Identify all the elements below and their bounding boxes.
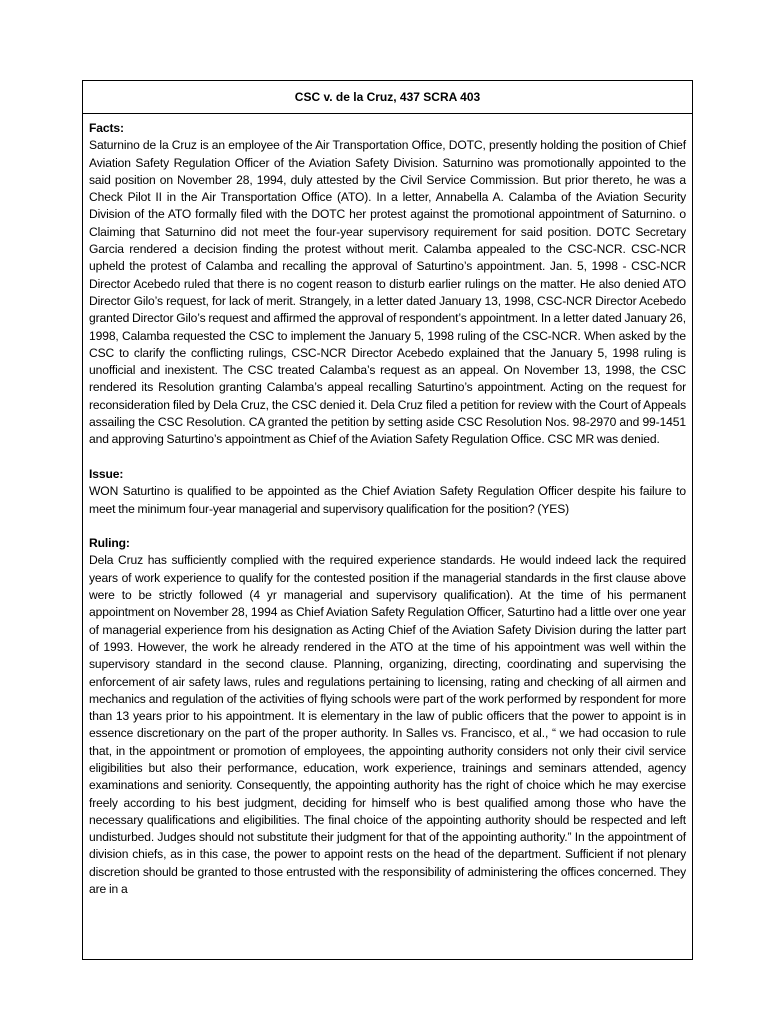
issue-heading: Issue: <box>89 466 124 481</box>
facts-body: Saturnino de la Cruz is an employee of the Air Transportation Office, DOTC, presently holding the position of Chief Aviation Safety Regulation Officer of the Aviation Safety Division. Saturnino was promotionally appointed to the said position on November 28, 1994, duly attested by the Civil Service Commission. But prior thereto, he was a Check Pilot II in the Air Transportation Office (ATO). In a letter, Annabella A. Calamba of the Aviation Security Division of the ATO formally filed with the DOTC her protest against the promotional appointment of Saturnino. o Claiming that Saturnino did not meet the four-year supervisory requirement for said position. DOTC Secretary Garcia rendered a decision finding the protest without merit. Calamba appealed to the CSC-NCR. CSC-NCR upheld the protest of Calamba and recalling the approval of Saturtino’s appointment. Jan. 5, 1998 - CSC-NCR Director Acebedo ruled that there is no cogent reason to disturb earlier rulings on the matter. He also denied ATO Director Gilo’s request, for lack of merit. Strangely, in a letter dated January 13, 1998, CSC-NCR Director Acebedo granted Director Gilo’s request and affirmed the approval of respondent’s appointment. In a letter dated January 26, 1998, Calamba requested the CSC to implement the January 5, 1998 ruling of the CSC-NCR. When asked by the CSC to clarify the conflicting rulings, CSC-NCR Director Acebedo explained that the January 5, 1998 ruling is unofficial and inexistent. The CSC treated Calamba’s request as an appeal. On November 13, 1998, the CSC rendered its Resolution granting Calamba’s appeal recalling Saturtino’s appointment. Acting on the request for reconsideration filed by Dela Cruz, the CSC denied it. Dela Cruz filed a petition for review with the Court of Appeals assailing the CSC Resolution. CA granted the petition by setting aside CSC Resolution Nos. 98-2970 and 99-1451 and approving Saturtino’s appointment as Chief of the Aviation Safety Regulation Office. CSC MR was denied. <box>89 138 686 447</box>
section-spacer <box>89 449 686 466</box>
ruling-heading: Ruling: <box>89 536 130 551</box>
case-digest-table <box>82 80 693 960</box>
case-title: CSC v. de la Cruz, 437 SCRA 403 <box>83 81 692 114</box>
case-content <box>83 114 692 898</box>
ruling-body: Dela Cruz has sufficiently complied with the required experience standards. He would indeed lack the required years of work experience to qualify for the contested position if the managerial standards in the first clause above were to be strictly followed (4 yr managerial and supervisory qualification). At the time of his permanent appointment on November 28, 1994 as Chief Aviation Safety Regulation Officer, Saturtino had a little over one year of managerial experience from his designation as Acting Chief of the Aviation Safety Division during the latter part of 1993. However, the work he already rendered in the ATO at the time of his appointment was well within the supervisory standard in the second clause. Planning, organizing, directing, coordinating and supervising the enforcement of air safety laws, rules and regulations pertaining to licensing, rating and checking of all airmen and mechanics and regulation of the activities of flying schools were part of the work performed by respondent for more than 13 years prior to his appointment. It is elementary in the law of public officers that the power to appoint is in essence discretionary on the part of the proper authority. In Salles vs. Francisco, et al., “ we had occasion to rule that, in the appointment or promotion of employees, the appointing authority considers not only their civil service eligibilities but also their performance, education, work experience, trainings and seminars attended, agency examinations and seniority. Consequently, the appointing authority has the right of choice which he may exercise freely according to his best judgment, deciding for himself who is best qualified among those who have the necessary qualifications and eligibilities. The final choice of the appointing authority should be respected and left undisturbed. Judges should not substitute their judgment for that of the appointing authority.” In the appointment of division chiefs, as in this case, the power to appoint rests on the head of the department. Sufficient if not plenary discretion should be granted to those entrusted with the responsibility of administering the offices concerned. They are in a <box>89 553 686 897</box>
issue-body: WON Saturtino is qualified to be appointed as the Chief Aviation Safety Regulation Officer despite his failure to meet the minimum four-year managerial and supervisory qualification for the position? (YES) <box>89 484 686 516</box>
facts-heading: Facts: <box>89 121 124 135</box>
section-spacer <box>89 518 686 535</box>
